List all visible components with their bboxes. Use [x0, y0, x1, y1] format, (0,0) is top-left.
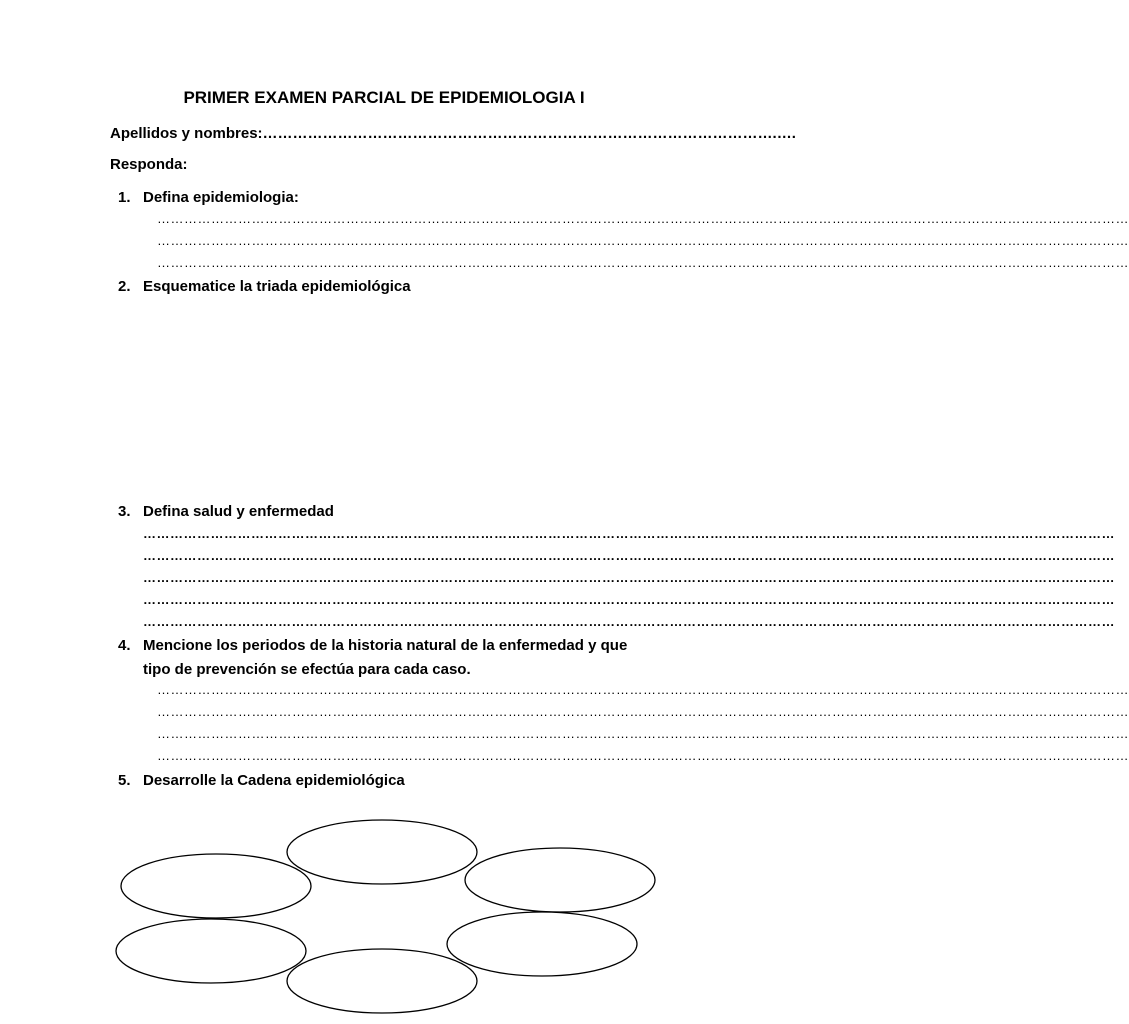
answer-line-1c: ………………………………………………………………………………………………………………………………………………………………………………………………	[157, 255, 1129, 270]
question-4-text-line2: tipo de prevención se efectúa para cada caso.	[143, 661, 471, 678]
question-1-text: Defina epidemiologia:	[143, 189, 299, 206]
exam-title: PRIMER EXAMEN PARCIAL DE EPIDEMIOLOGIA I	[183, 88, 585, 107]
chain-ellipse-lower-right	[447, 912, 637, 976]
answer-line-3c: ………………………………………………………………………………………………………………………………………………………………………………………………	[143, 570, 1115, 585]
chain-ellipse-lower-left	[116, 919, 306, 983]
question-5-text: Desarrolle la Cadena epidemiológica	[143, 772, 405, 789]
answer-line-1b: ………………………………………………………………………………………………………………………………………………………………………………………………	[157, 233, 1129, 248]
question-4-number: 4.	[118, 637, 131, 654]
answer-line-3e: ………………………………………………………………………………………………………………………………………………………………………………………………	[143, 614, 1115, 629]
question-4-text-line1: Mencione los periodos de la historia natural de la enfermedad y que	[143, 637, 628, 654]
chain-ellipse-upper-left	[121, 854, 311, 918]
chain-ellipse-upper-right	[465, 848, 655, 912]
answer-line-3b: ………………………………………………………………………………………………………………………………………………………………………………………………	[143, 548, 1115, 563]
question-5-number: 5.	[118, 772, 131, 789]
name-label: Apellidos y nombres:	[110, 125, 263, 142]
responda-label: Responda:	[110, 156, 188, 173]
answer-line-4d: ………………………………………………………………………………………………………………………………………………………………………………………………	[157, 748, 1129, 763]
answer-line-4b: ………………………………………………………………………………………………………………………………………………………………………………………………	[157, 704, 1129, 719]
answer-line-3a: ………………………………………………………………………………………………………………………………………………………………………………………………	[143, 526, 1115, 541]
question-1-number: 1.	[118, 189, 131, 206]
answer-line-4c: ………………………………………………………………………………………………………………………………………………………………………………………………	[157, 726, 1129, 741]
answer-line-1a: ………………………………………………………………………………………………………………………………………………………………………………………………	[157, 211, 1129, 226]
chain-ellipse-bottom	[287, 949, 477, 1013]
name-dots: ………………………………………………………………………………………….….	[262, 125, 796, 142]
answer-line-3d: ………………………………………………………………………………………………………………………………………………………………………………………………	[143, 592, 1115, 607]
answer-line-4a: ………………………………………………………………………………………………………………………………………………………………………………………………	[157, 682, 1129, 697]
question-2-text: Esquematice la triada epidemiológica	[143, 278, 411, 295]
chain-ellipse-top	[287, 820, 477, 884]
question-2-number: 2.	[118, 278, 131, 295]
question-3-number: 3.	[118, 503, 131, 520]
question-3-text: Defina salud y enfermedad	[143, 503, 334, 520]
